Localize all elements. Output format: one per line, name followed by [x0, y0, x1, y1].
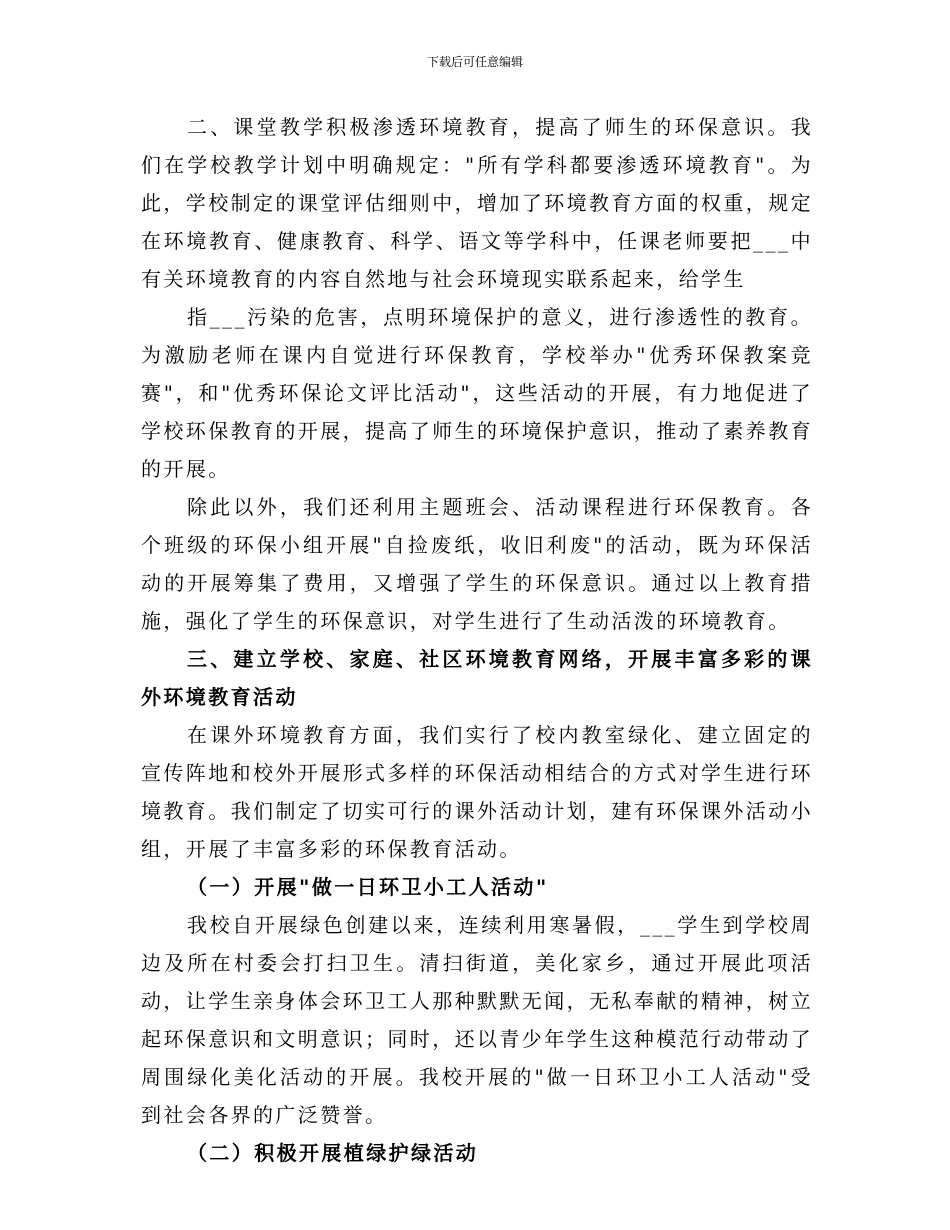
paragraph-extracurricular: 在课外环境教育方面，我们实行了校内教室绿化、建立固定的宣传阵地和校外开展形式多样的环保活动相结合的方式对学生进行环境教育。我们制定了切实可行的课外活动计划，建有环保课外活动小组，开展了丰富多彩的环保教育活动。: [141, 723, 813, 861]
paragraph-classroom-education: 二、课堂教学积极渗透环境教育，提高了师生的环保意识。我们在学校教学计划中明确规定："所有学科都要渗透环境教育"。为此，学校制定的课堂评估细则中，增加了环境教育方面的权重，规定在环境教育、健康教育、科学、语文等学科中，任课老师要把___中有关环境教育的内容自然地与社会环境现实联系起来，给学生: [141, 115, 813, 291]
document-body: [141, 108, 813, 1172]
paragraph-pollution-hazards: 指___污染的危害，点明环境保护的意义，进行渗透性的教育。为激励老师在课内自觉进行环保教育，学校举办"优秀环保教案竞赛"，和"优秀环保论文评比活动"，这些活动的开展，有力地促进了学校环保教育的开展，提高了师生的环境保护意识，推动了素养教育的开展。: [141, 305, 813, 481]
subheading-planting-activity: （二）积极开展植绿护绿活动: [187, 1141, 479, 1165]
subheading-sanitation-activity: （一）开展"做一日环卫小工人活动": [187, 875, 549, 899]
paragraph-class-meetings: 除此以外，我们还利用主题班会、活动课程进行环保教育。各个班级的环保小组开展"自捡废纸，收旧利废"的活动，既为环保活动的开展筹集了费用，又增强了学生的环保意识。通过以上教育措施，强化了学生的环保意识，对学生进行了生动活泼的环境教育。: [141, 495, 813, 633]
paragraph-sanitation-activity: 我校自开展绿色创建以来，连续利用寒暑假，___学生到学校周边及所在村委会打扫卫生。清扫街道，美化家乡，通过开展此项活动，让学生亲身体会环卫工人那种默默无闻，无私奉献的精神，树立起环保意识和文明意识；同时，还以青少年学生这种模范行动带动了周围绿化美化活动的开展。我校开展的"做一日环卫小工人活动"受到社会各界的广泛赞誉。: [141, 913, 813, 1127]
page-header: 下载后可任意编辑: [426, 55, 523, 69]
section-heading-network: 三、建立学校、家庭、社区环境教育网络，开展丰富多彩的课外环境教育活动: [141, 647, 813, 709]
